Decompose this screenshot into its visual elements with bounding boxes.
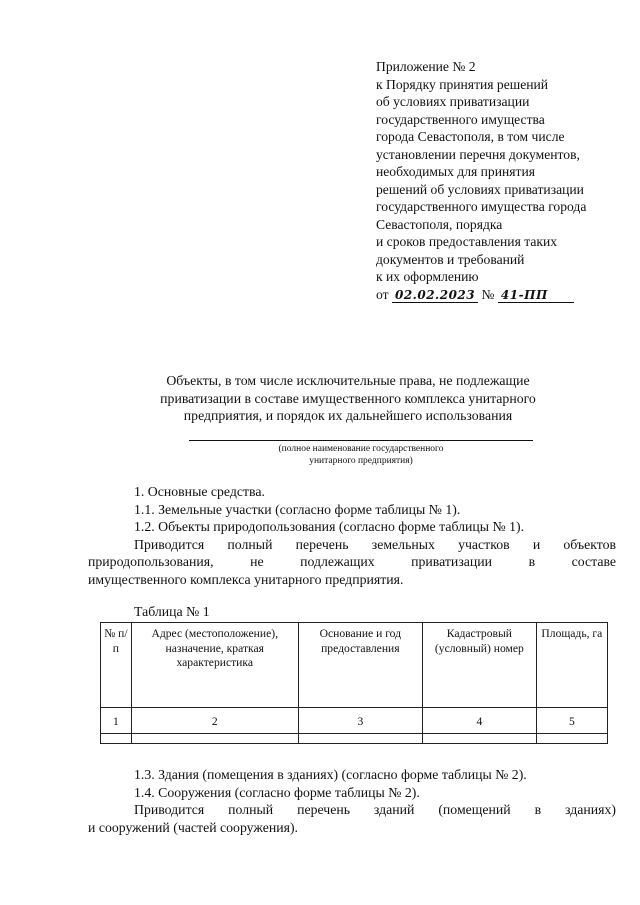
section-1: [88, 483, 616, 588]
appendix-line: к их оформлению: [376, 269, 479, 284]
section-heading: 1. Основные средства.: [134, 484, 265, 499]
paragraph-line: имущественного комплекса унитарного предприятия.: [88, 571, 404, 587]
section-2: [88, 766, 616, 836]
caption-line: (полное наименование государственного: [278, 444, 444, 454]
header-cell-basis: Основание и год предоставления: [298, 623, 422, 708]
table-header-row: [101, 623, 608, 708]
appendix-date-line: [376, 286, 638, 305]
appendix-line: документов и требований: [376, 251, 525, 267]
table-caption: Таблица № 1: [134, 604, 210, 619]
appendix-line: об условиях приватизации: [376, 94, 530, 109]
number-prefix: №: [481, 286, 495, 302]
table-cell: [423, 734, 537, 744]
handwritten-number: 41-ПП: [498, 288, 574, 303]
table-row: [101, 708, 608, 734]
caption-line: унитарного предприятия): [309, 456, 413, 466]
item-1-1: 1.1. Земельные участки (согласно форме таблицы № 1).: [134, 501, 461, 517]
table-1: [100, 622, 608, 744]
table-cell: [101, 734, 132, 744]
appendix-line: решений об условиях приватизации: [376, 181, 584, 197]
enterprise-name-blank-line: [189, 440, 533, 441]
table-cell: [536, 734, 607, 744]
appendix-line: города Севастополя, в том числе: [376, 129, 565, 144]
table-cell: [131, 734, 298, 744]
title-line: Объекты, в том числе исключительные права, не подлежащие: [166, 373, 530, 388]
date-prefix: от: [376, 286, 389, 302]
table-cell: 3: [298, 708, 422, 734]
appendix-line: Приложение № 2: [376, 59, 476, 74]
appendix-header: [376, 58, 638, 304]
paragraph-line: и сооружений (частей сооружения).: [88, 819, 299, 835]
title-line: предприятия, и порядок их дальнейшего использования: [183, 408, 513, 423]
table-cell: 1: [101, 708, 132, 734]
table-cell: 2: [131, 708, 298, 734]
appendix-line: к Порядку принятия решений: [376, 76, 549, 92]
table-row: [101, 734, 608, 744]
enterprise-name-caption: [189, 443, 533, 467]
appendix-line: государственного имущества города: [376, 199, 587, 214]
header-cell-area: Площадь, га: [536, 623, 607, 708]
appendix-line: государственного имущества: [376, 111, 545, 127]
appendix-line: необходимых для принятия: [376, 164, 536, 179]
item-1-3: 1.3. Здания (помещения в зданиях) (согласно форме таблицы № 2).: [134, 767, 527, 782]
table-cell: [298, 734, 422, 744]
document-title: [130, 372, 566, 425]
paragraph-line: Приводится полный перечень зданий (помещений в зданиях): [134, 802, 616, 817]
appendix-line: и сроков предоставления таких: [376, 234, 558, 249]
appendix-line: Севастополя, порядка: [376, 216, 503, 232]
header-cell-address: Адрес (местоположение), назначение, краткая характеристика: [131, 623, 298, 708]
paragraph-line: природопользования, не подлежащих приватизации в составе: [88, 554, 616, 569]
paragraph-line: Приводится полный перечень земельных участков и объектов: [134, 536, 616, 552]
appendix-line: установлении перечня документов,: [376, 146, 580, 162]
header-cell-cadastral: Кадастровый (условный) номер: [423, 623, 537, 708]
item-1-4: 1.4. Сооружения (согласно форме таблицы № 2).: [134, 784, 420, 800]
table-cell: 4: [423, 708, 537, 734]
title-line: приватизации в составе имущественного комплекса унитарного: [160, 390, 536, 406]
item-1-2: 1.2. Объекты природопользования (согласно форме таблицы № 1).: [134, 519, 525, 534]
header-cell-number: № п/п: [101, 623, 132, 708]
table-cell: 5: [536, 708, 607, 734]
handwritten-date: 02.02.2023: [392, 288, 478, 303]
